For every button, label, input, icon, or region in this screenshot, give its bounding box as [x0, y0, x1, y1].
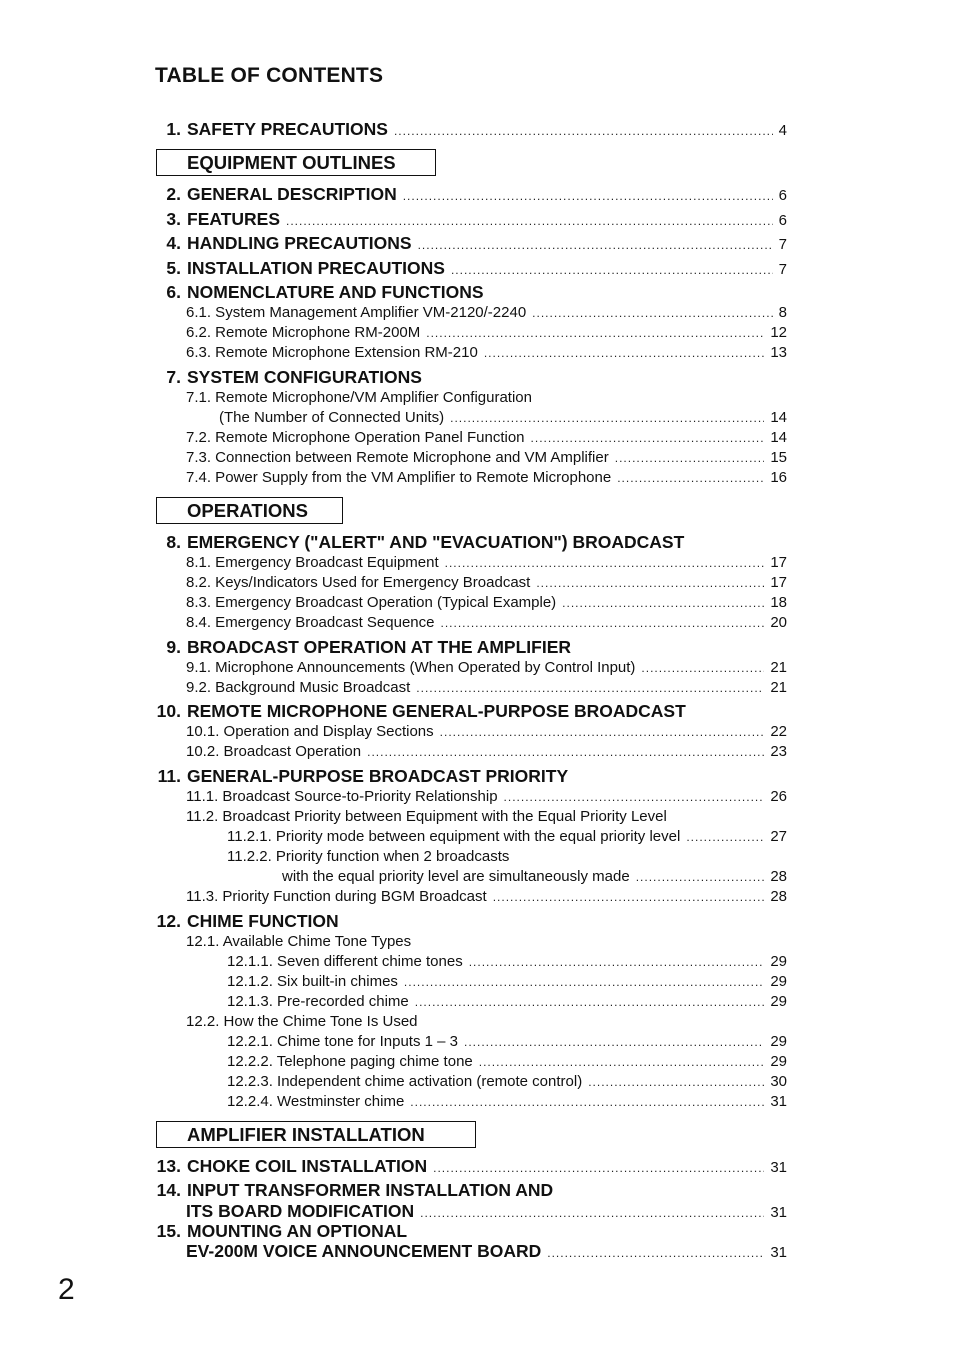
toc-subentry-10-2[interactable]: 10.2. Broadcast Operation ..... 23: [186, 742, 787, 762]
toc-subentry-7-3[interactable]: 7.3. Connection between Remote Microphone and VM Amplifier ..... 15: [186, 448, 787, 468]
toc-entry-remote-microphone-broadcast[interactable]: 10. REMOTE MICROPHONE GENERAL-PURPOSE BROADCAST: [156, 701, 686, 721]
toc-subentry-11-2-2[interactable]: 11.2.2. Priority function when 2 broadcasts: [227, 848, 510, 865]
toc-subentry-8-2[interactable]: 8.2. Keys/Indicators Used for Emergency Broadcast ..... 17: [186, 573, 787, 593]
toc-entry-optional-voice-board-continued[interactable]: EV-200M VOICE ANNOUNCEMENT BOARD ..... 31: [186, 1240, 787, 1262]
toc-entry-input-transformer-installation[interactable]: 14. INPUT TRANSFORMER INSTALLATION AND: [156, 1180, 554, 1200]
toc-entry-emergency-broadcast[interactable]: 8. EMERGENCY ("ALERT" AND "EVACUATION") BROADCAST: [166, 532, 685, 552]
toc-entry-installation-precautions[interactable]: 5. INSTALLATION PRECAUTIONS ..... 7: [155, 257, 787, 279]
toc-subentry-7-2[interactable]: 7.2. Remote Microphone Operation Panel Function ..... 14: [186, 428, 787, 448]
toc-subentry-12-1-2[interactable]: 12.1.2. Six built-in chimes ..... 29: [227, 972, 787, 992]
toc-subentry-11-2-1[interactable]: 11.2.1. Priority mode between equipment with the equal priority level ..... 27: [227, 827, 787, 847]
toc-subentry-6-2[interactable]: 6.2. Remote Microphone RM-200M ..... 12: [186, 323, 787, 343]
toc-subentry-8-4[interactable]: 8.4. Emergency Broadcast Sequence ..... 20: [186, 613, 787, 633]
section-heading-operations: OPERATIONS: [156, 497, 343, 524]
toc-subentry-11-3[interactable]: 11.3. Priority Function during BGM Broadcast ..... 28: [186, 887, 787, 907]
toc-subentry-12-1-3[interactable]: 12.1.3. Pre-recorded chime ..... 29: [227, 992, 787, 1012]
toc-subentry-7-4[interactable]: 7.4. Power Supply from the VM Amplifier to Remote Microphone ..... 16: [186, 468, 787, 488]
toc-subentry-12-2-4[interactable]: 12.2.4. Westminster chime ..... 31: [227, 1092, 787, 1112]
toc-subentry-11-2[interactable]: 11.2. Broadcast Priority between Equipment with the Equal Priority Level: [186, 808, 667, 825]
toc-subentry-11-1[interactable]: 11.1. Broadcast Source-to-Priority Relationship ..... 26: [186, 787, 787, 807]
toc-entry-optional-voice-board[interactable]: 15. MOUNTING AN OPTIONAL: [156, 1221, 408, 1241]
toc-subentry-12-2[interactable]: 12.2. How the Chime Tone Is Used: [186, 1013, 418, 1030]
section-heading-amplifier-installation: AMPLIFIER INSTALLATION: [156, 1121, 476, 1148]
page-number: 2: [58, 1273, 75, 1306]
toc-entry-chime-function[interactable]: 12. CHIME FUNCTION: [156, 911, 339, 931]
toc-subentry-6-1[interactable]: 6.1. System Management Amplifier VM-2120/-2240 ..... 8: [186, 303, 787, 323]
toc-entry-input-transformer-installation-continued[interactable]: ITS BOARD MODIFICATION ..... 31: [186, 1200, 787, 1222]
toc-subentry-12-2-2[interactable]: 12.2.2. Telephone paging chime tone ..... 29: [227, 1052, 787, 1072]
toc-entry-nomenclature-and-functions[interactable]: 6. NOMENCLATURE AND FUNCTIONS: [166, 282, 484, 302]
toc-subentry-10-1[interactable]: 10.1. Operation and Display Sections ..... 22: [186, 722, 787, 742]
toc-subentry-7-1[interactable]: 7.1. Remote Microphone/VM Amplifier Configuration: [186, 389, 532, 406]
toc-entry-broadcast-priority[interactable]: 11. GENERAL-PURPOSE BROADCAST PRIORITY: [157, 766, 569, 786]
toc-entry-system-configurations[interactable]: 7. SYSTEM CONFIGURATIONS: [166, 367, 422, 387]
page-title: TABLE OF CONTENTS: [155, 64, 384, 87]
toc-subentry-8-1[interactable]: 8.1. Emergency Broadcast Equipment ..... 17: [186, 553, 787, 573]
toc-entry-choke-coil-installation[interactable]: 13. CHOKE COIL INSTALLATION ..... 31: [155, 1155, 787, 1177]
toc-subentry-9-1[interactable]: 9.1. Microphone Announcements (When Operated by Control Input) ..... 21: [186, 658, 787, 678]
toc-entry-handling-precautions[interactable]: 4. HANDLING PRECAUTIONS ..... 7: [155, 232, 787, 254]
toc-subentry-7-1-continued[interactable]: (The Number of Connected Units) ..... 14: [219, 408, 787, 428]
toc-subentry-9-2[interactable]: 9.2. Background Music Broadcast ..... 21: [186, 678, 787, 698]
toc-subentry-11-2-2-continued[interactable]: with the equal priority level are simultaneously made ..... 28: [282, 867, 787, 887]
section-heading-equipment-outlines: EQUIPMENT OUTLINES: [156, 149, 436, 176]
toc-entry-safety-precautions[interactable]: 1. SAFETY PRECAUTIONS ..... 4: [155, 118, 787, 140]
toc-subentry-12-1-1[interactable]: 12.1.1. Seven different chime tones ..... 29: [227, 952, 787, 972]
toc-subentry-12-2-3[interactable]: 12.2.3. Independent chime activation (remote control) ..... 30: [227, 1072, 787, 1092]
toc-subentry-8-3[interactable]: 8.3. Emergency Broadcast Operation (Typical Example) ..... 18: [186, 593, 787, 613]
toc-entry-features[interactable]: 3. FEATURES ..... 6: [155, 208, 787, 230]
toc-entry-general-description[interactable]: 2. GENERAL DESCRIPTION ..... 6: [155, 183, 787, 205]
toc-subentry-6-3[interactable]: 6.3. Remote Microphone Extension RM-210 ..... 13: [186, 343, 787, 363]
toc-subentry-12-1[interactable]: 12.1. Available Chime Tone Types: [186, 933, 412, 950]
toc-entry-broadcast-operation-at-amplifier[interactable]: 9. BROADCAST OPERATION AT THE AMPLIFIER: [166, 637, 572, 657]
toc-subentry-12-2-1[interactable]: 12.2.1. Chime tone for Inputs 1 – 3 ..... 29: [227, 1032, 787, 1052]
